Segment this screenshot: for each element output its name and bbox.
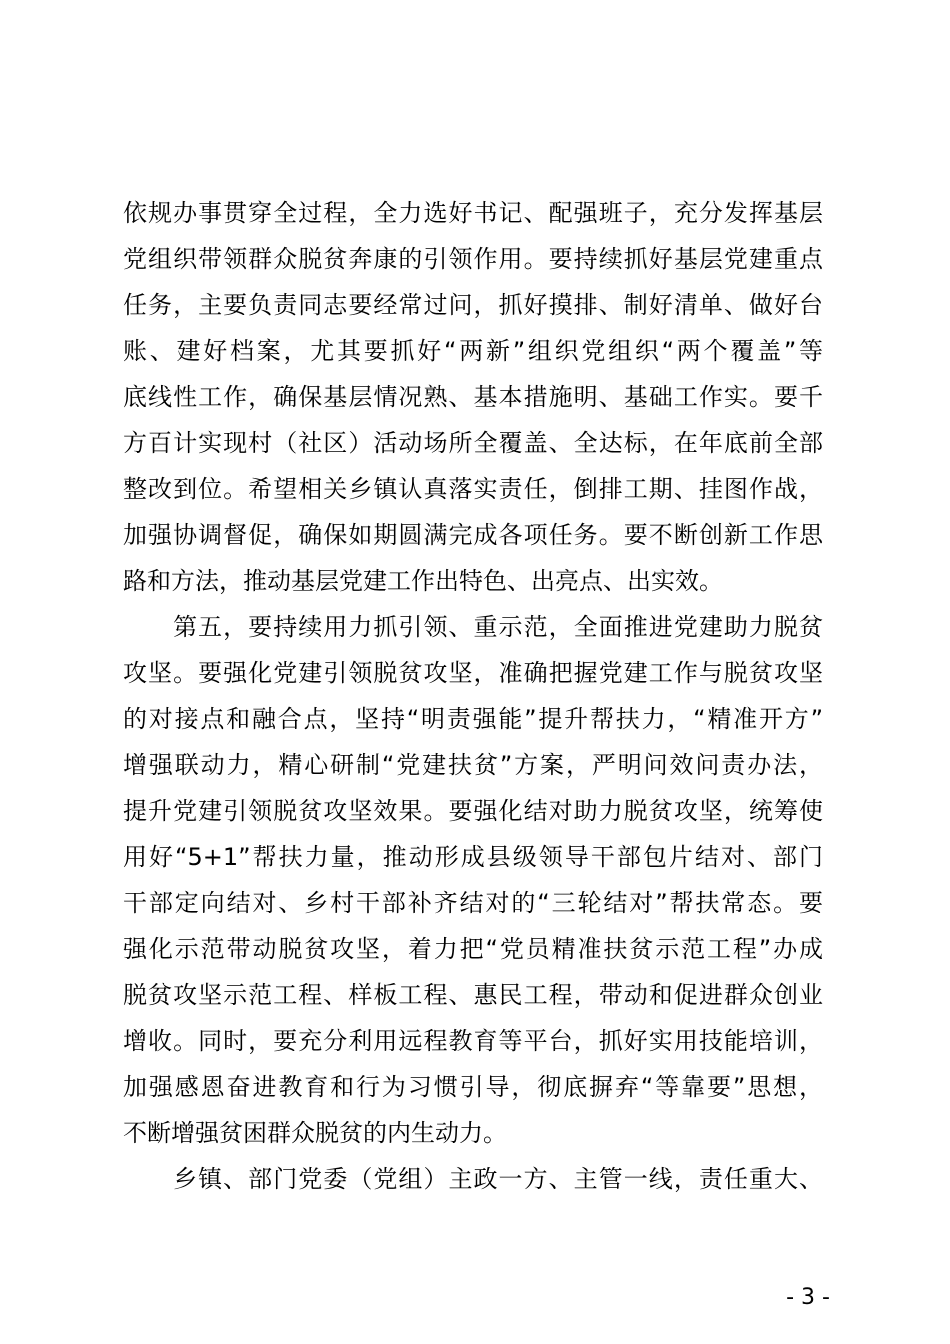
text-line: 依规办事贯穿全过程，全力选好书记、配强班子，充分发挥基层	[123, 199, 823, 227]
text-line: 党组织带领群众脱贫奔康的引领作用。要持续抓好基层党建重点	[123, 245, 823, 273]
text-line: 增收。同时，要充分利用远程教育等平台，抓好实用技能培训，	[123, 1027, 823, 1055]
text-line: 用好“5+1”帮扶力量，推动形成县级领导干部包片结对、部门	[123, 843, 823, 871]
text-line: 增强联动力，精心研制“党建扶贫”方案，严明问效问责办法，	[123, 751, 823, 779]
text-line: 脱贫攻坚示范工程、样板工程、惠民工程，带动和促进群众创业	[123, 981, 823, 1009]
text-line: 干部定向结对、乡村干部补齐结对的“三轮结对”帮扶常态。要	[123, 889, 823, 917]
text-line: 强化示范带动脱贫攻坚，着力把“党员精准扶贫示范工程”办成	[123, 935, 823, 963]
text-line: 方百计实现村（社区）活动场所全覆盖、全达标，在年底前全部	[123, 429, 823, 457]
text-line: 加强感恩奋进教育和行为习惯引导，彻底摒弃“等靠要”思想，	[123, 1073, 823, 1101]
text-line: 提升党建引领脱贫攻坚效果。要强化结对助力脱贫攻坚，统筹使	[123, 797, 823, 825]
text-line: 任务，主要负责同志要经常过问，抓好摸排、制好清单、做好台	[123, 291, 823, 319]
text-line: 加强协调督促，确保如期圆满完成各项任务。要不断创新工作思	[123, 521, 823, 549]
paragraph-first-line: 第五，要持续用力抓引领、重示范，全面推进党建助力脱贫	[123, 613, 823, 641]
document-body	[123, 190, 823, 1202]
text-line: 的对接点和融合点，坚持“明责强能”提升帮扶力，“精准开方”	[123, 705, 823, 733]
page-number: - 3 -	[786, 1285, 830, 1310]
text-line: 账、建好档案，尤其要抓好“两新”组织党组织“两个覆盖”等	[123, 337, 823, 365]
paragraph-first-line: 乡镇、部门党委（党组）主政一方、主管一线，责任重大、	[123, 1165, 823, 1193]
paragraph-last-line: 不断增强贫困群众脱贫的内生动力。	[123, 1119, 507, 1147]
paragraph-last-line: 路和方法，推动基层党建工作出特色、出亮点、出实效。	[123, 567, 723, 595]
text-line: 攻坚。要强化党建引领脱贫攻坚，准确把握党建工作与脱贫攻坚	[123, 659, 823, 687]
text-line: 整改到位。希望相关乡镇认真落实责任，倒排工期、挂图作战，	[123, 475, 823, 503]
text-line: 底线性工作，确保基层情况熟、基本措施明、基础工作实。要千	[123, 383, 823, 411]
